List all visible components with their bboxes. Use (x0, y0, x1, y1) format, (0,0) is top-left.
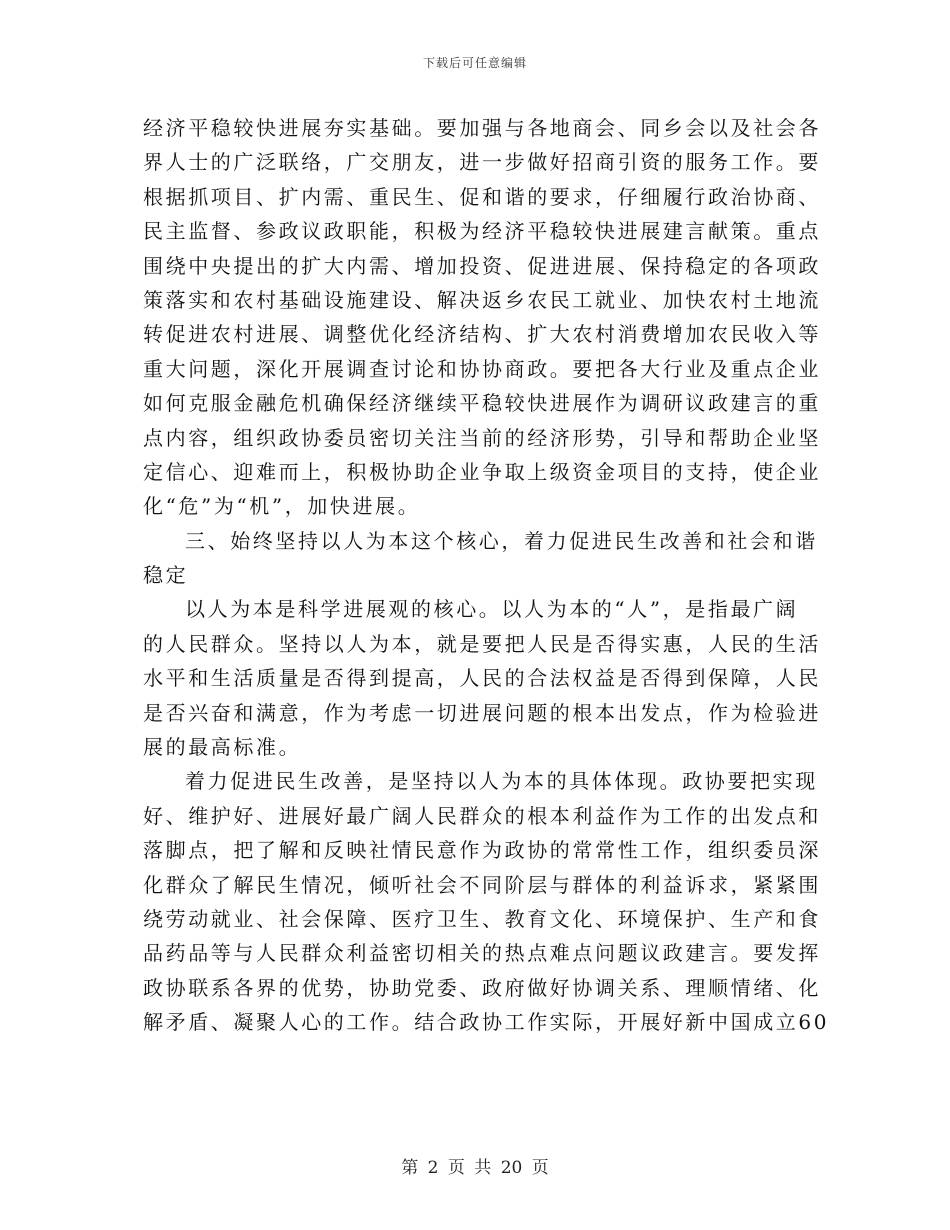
text-line: 展的最高标准。 (143, 735, 302, 760)
text-line: 化群众了解民生情况，倾听社会不同阶层与群体的利益诉求，紧紧围 (143, 872, 821, 897)
page-header: 下载后可任意编辑 (422, 56, 527, 70)
paragraph-first-line: 以人为本是科学进展观的核心。以人为本的“人”，是指最广阔 (185, 597, 799, 622)
text-line: 解矛盾、凝聚人心的工作。结合政协工作实际，开展好新中国成立60 (143, 1010, 830, 1035)
text-line: 政协联系各界的优势，协助党委、政府做好协调关系、理顺情绪、化 (143, 975, 821, 1000)
text-line: 经济平稳较快进展夯实基础。要加强与各地商会、同乡会以及社会各 (143, 116, 821, 140)
page-footer: 第 2 页 共 20 页 (401, 1158, 549, 1178)
text-line: 策落实和农村基础设施建设、解决返乡农民工就业、加快农村土地流 (143, 287, 821, 312)
text-line: 绕劳动就业、社会保障、医疗卫生、教育文化、环境保护、生产和食 (143, 906, 821, 931)
text-line: 好、维护好、进展好最广阔人民群众的根本利益作为工作的出发点和 (143, 803, 821, 828)
paragraph-first-line: 着力促进民生改善，是坚持以人为本的具体体现。政协要把实现 (185, 769, 818, 794)
text-line: 是否兴奋和满意，作为考虑一切进展问题的根本出发点，作为检验进 (143, 700, 821, 725)
text-line: 重大问题，深化开展调查讨论和协协商政。要把各大行业及重点企业 (143, 356, 821, 381)
paragraph-first-line: 三、始终坚持以人为本这个核心，着力促进民生改善和社会和谐 (185, 528, 818, 553)
text-line: 定信心、迎难而上，积极协助企业争取上级资金项目的支持，使企业 (143, 459, 821, 484)
text-line: 化“危”为“机”，加快进展。 (143, 494, 421, 519)
text-line: 民主监督、参政议政职能，积极为经济平稳较快进展建言献策。重点 (143, 219, 821, 244)
document-body (143, 111, 830, 1040)
text-line: 围绕中央提出的扩大内需、增加投资、促进进展、保持稳定的各项政 (143, 253, 821, 278)
text-line: 点内容，组织政协委员密切关注当前的经济形势，引导和帮助企业坚 (143, 425, 821, 450)
text-line: 的人民群众。坚持以人为本，就是要把人民是否得实惠，人民的生活 (143, 631, 821, 656)
text-line: 稳定 (143, 563, 189, 588)
text-line: 落脚点，把了解和反映社情民意作为政协的常常性工作，组织委员深 (143, 838, 821, 863)
text-line: 水平和生活质量是否得到提高，人民的合法权益是否得到保障，人民 (143, 666, 821, 691)
text-line: 界人士的广泛联络，广交朋友，进一步做好招商引资的服务工作。要 (143, 150, 821, 175)
text-line: 根据抓项目、扩内需、重民生、促和谐的要求，仔细履行政治协商、 (143, 184, 821, 209)
text-line: 转促进农村进展、调整优化经济结构、扩大农村消费增加农民收入等 (143, 322, 821, 347)
text-line: 品药品等与人民群众利益密切相关的热点难点问题议政建言。要发挥 (143, 941, 821, 966)
text-line: 如何克服金融危机确保经济继续平稳较快进展作为调研议政建言的重 (143, 391, 821, 416)
